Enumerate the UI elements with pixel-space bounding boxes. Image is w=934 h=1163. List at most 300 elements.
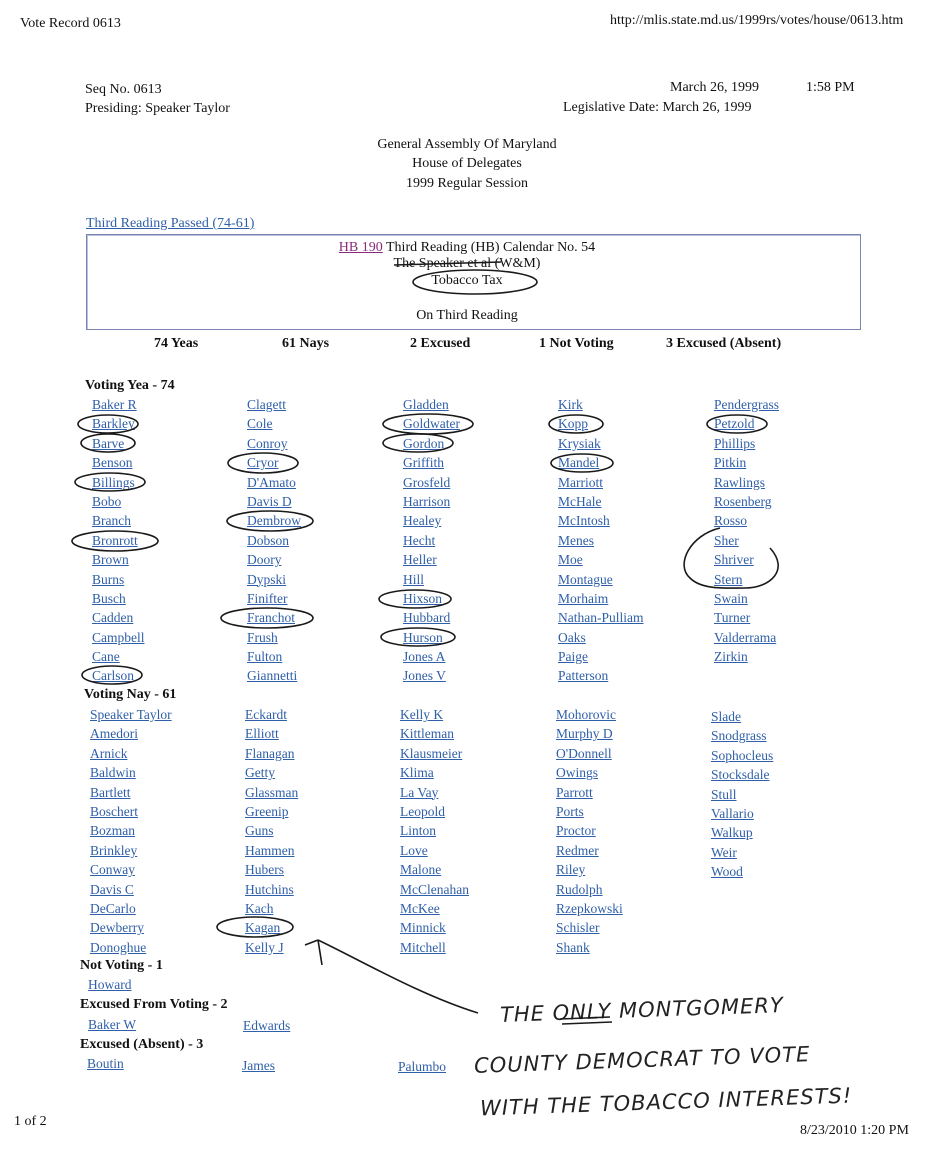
result-link[interactable]: Third Reading Passed (74-61) bbox=[86, 216, 255, 231]
bill-stage: On Third Reading bbox=[416, 308, 518, 323]
list-item bbox=[247, 473, 301, 492]
delegate-link[interactable]: Franchot bbox=[247, 610, 295, 626]
delegate-link[interactable]: Finifter bbox=[247, 590, 288, 606]
delegate-link[interactable]: Klausmeier bbox=[400, 745, 463, 761]
list-item bbox=[92, 473, 145, 492]
list-item bbox=[245, 724, 298, 743]
delegate-link[interactable]: Kagan bbox=[245, 920, 281, 936]
delegate-link[interactable]: Kelly J bbox=[245, 939, 284, 955]
delegate-link[interactable]: Gladden bbox=[403, 397, 449, 412]
delegate-link[interactable]: Davis D bbox=[247, 493, 292, 509]
list-item bbox=[556, 918, 623, 937]
list-item bbox=[90, 899, 172, 918]
arrowhead bbox=[305, 940, 322, 965]
list-item bbox=[556, 802, 623, 821]
delegate-link[interactable]: Griffith bbox=[403, 455, 444, 471]
delegate-link[interactable]: Flanagan bbox=[245, 745, 295, 761]
delegate-link[interactable]: O'Donnell bbox=[556, 745, 612, 761]
bill-subject: Tobacco Tax bbox=[431, 273, 503, 288]
delegate-link[interactable]: Elliott bbox=[245, 726, 279, 742]
list-item bbox=[92, 628, 145, 647]
delegate-link[interactable]: Nathan-Pulliam bbox=[558, 610, 644, 626]
delegate-link[interactable]: Hill bbox=[403, 571, 425, 587]
list-item bbox=[711, 707, 773, 726]
seq-number: Seq No. 0613 bbox=[85, 82, 162, 97]
delegate-link[interactable]: Jones A bbox=[403, 649, 446, 665]
delegate-link[interactable]: Stocksdale bbox=[711, 767, 770, 783]
delegate-link[interactable]: Stern bbox=[714, 571, 743, 587]
list-item bbox=[400, 724, 469, 743]
delegate-link[interactable]: Weir bbox=[711, 844, 737, 860]
list-item bbox=[247, 453, 301, 472]
excused-heading: Excused From Voting - 2 bbox=[80, 997, 228, 1012]
list-item bbox=[558, 473, 643, 492]
list-item bbox=[711, 843, 773, 862]
delegate-link[interactable]: Phillips bbox=[714, 435, 756, 451]
list-item bbox=[556, 724, 623, 743]
total-yeas: 74 Yeas bbox=[154, 336, 199, 351]
total-not-voting: 1 Not Voting bbox=[539, 336, 614, 351]
list-item bbox=[403, 666, 460, 685]
page-number: 1 of 2 bbox=[14, 1114, 47, 1129]
delegate-link[interactable]: Billings bbox=[92, 474, 135, 490]
delegate-link[interactable]: Heller bbox=[403, 552, 437, 568]
list-item bbox=[714, 531, 779, 550]
list-item bbox=[90, 783, 172, 802]
delegate-link[interactable]: Cole bbox=[247, 416, 273, 432]
yea-heading: Voting Yea - 74 bbox=[85, 378, 175, 393]
list-item bbox=[247, 608, 301, 627]
excused-absent-heading: Excused (Absent) - 3 bbox=[80, 1037, 204, 1052]
list-item bbox=[714, 492, 779, 511]
list-item bbox=[245, 802, 298, 821]
delegate-link[interactable]: Valderrama bbox=[714, 629, 777, 645]
print-timestamp: 8/23/2010 1:20 PM bbox=[800, 1123, 909, 1138]
delegate-link[interactable]: Patterson bbox=[558, 668, 609, 684]
delegate-link[interactable]: Greenip bbox=[245, 803, 289, 819]
delegate-link[interactable]: Speaker Taylor bbox=[90, 707, 172, 722]
delegate-link[interactable]: Shriver bbox=[714, 552, 754, 568]
list-item bbox=[90, 841, 172, 860]
handwritten-note-line-2: COUNTY DEMOCRAT TO VOTE bbox=[473, 1042, 811, 1078]
delegate-link[interactable]: Petzold bbox=[714, 416, 755, 432]
list-item bbox=[558, 608, 643, 627]
list-item bbox=[714, 473, 779, 492]
delegate-link[interactable]: Fulton bbox=[247, 649, 283, 665]
list-item bbox=[247, 647, 301, 666]
nay-column-2 bbox=[245, 705, 298, 957]
nay-column-1 bbox=[90, 705, 172, 957]
delegate-link[interactable]: Cryor bbox=[247, 455, 279, 471]
delegate-link[interactable]: Proctor bbox=[556, 823, 596, 839]
delegate-link[interactable]: Frush bbox=[247, 629, 278, 645]
delegate-link[interactable]: Cadden bbox=[92, 610, 134, 626]
delegate-link[interactable]: Malone bbox=[400, 862, 442, 878]
list-item bbox=[245, 821, 298, 840]
excused-absent-name[interactable]: Boutin bbox=[87, 1056, 124, 1071]
delegate-link[interactable]: Giannetti bbox=[247, 668, 298, 684]
list-item bbox=[556, 841, 623, 860]
nay-column-4 bbox=[556, 705, 623, 957]
delegate-link[interactable]: Marriott bbox=[558, 474, 603, 490]
list-item bbox=[403, 453, 460, 472]
delegate-link[interactable]: Walkup bbox=[711, 825, 753, 841]
list-item bbox=[714, 550, 779, 569]
delegate-link[interactable]: Redmer bbox=[556, 842, 599, 858]
list-item bbox=[247, 570, 301, 589]
list-item bbox=[247, 550, 301, 569]
list-item bbox=[714, 434, 779, 453]
list-item bbox=[247, 511, 301, 530]
list-item bbox=[400, 938, 469, 957]
list-item bbox=[92, 647, 145, 666]
list-item bbox=[714, 628, 779, 647]
list-item bbox=[556, 860, 623, 879]
delegate-link[interactable]: Conroy bbox=[247, 435, 288, 451]
page-header-url: http://mlis.state.md.us/1999rs/votes/house/0613.htm bbox=[610, 13, 904, 28]
excused-absent-name[interactable]: James bbox=[242, 1058, 275, 1073]
delegate-link[interactable]: Mandel bbox=[558, 455, 600, 471]
list-item bbox=[403, 473, 460, 492]
delegate-link[interactable]: Brown bbox=[92, 552, 129, 568]
delegate-link[interactable]: Amedori bbox=[90, 726, 138, 742]
yea-column-3 bbox=[403, 395, 460, 686]
list-item bbox=[403, 531, 460, 550]
list-item bbox=[400, 860, 469, 879]
delegate-link[interactable]: McKee bbox=[400, 900, 440, 916]
list-item bbox=[92, 550, 145, 569]
list-item bbox=[556, 783, 623, 802]
delegate-link[interactable]: Rosso bbox=[714, 513, 748, 529]
delegate-link[interactable]: Zirkin bbox=[714, 649, 748, 665]
delegate-link[interactable]: Moe bbox=[558, 552, 583, 568]
list-item bbox=[558, 434, 643, 453]
list-item bbox=[556, 744, 623, 763]
list-item bbox=[92, 511, 145, 530]
list-item bbox=[90, 938, 172, 957]
delegate-link[interactable]: Bartlett bbox=[90, 784, 131, 800]
delegate-link[interactable]: Pendergrass bbox=[714, 397, 779, 412]
list-item bbox=[556, 899, 623, 918]
list-item bbox=[714, 414, 779, 433]
delegate-link[interactable]: Mohorovic bbox=[556, 707, 616, 722]
list-item bbox=[247, 492, 301, 511]
delegate-link[interactable]: Love bbox=[400, 842, 428, 858]
delegate-link[interactable]: Sophocleus bbox=[711, 747, 774, 763]
list-item bbox=[403, 589, 460, 608]
list-item bbox=[245, 938, 298, 957]
delegate-link[interactable]: Montague bbox=[558, 571, 613, 587]
list-item bbox=[714, 608, 779, 627]
delegate-link[interactable]: Rawlings bbox=[714, 474, 766, 490]
page-header-title: Vote Record 0613 bbox=[20, 16, 121, 31]
delegate-link[interactable]: Mitchell bbox=[400, 939, 446, 955]
delegate-link[interactable]: Oaks bbox=[558, 629, 586, 645]
list-item bbox=[247, 628, 301, 647]
list-item bbox=[711, 765, 773, 784]
delegate-link[interactable]: Barkley bbox=[92, 416, 135, 432]
list-item bbox=[90, 802, 172, 821]
list-item bbox=[90, 724, 172, 743]
delegate-link[interactable]: Kirk bbox=[558, 397, 583, 412]
list-item bbox=[400, 841, 469, 860]
yea-column-1 bbox=[92, 395, 145, 686]
delegate-link[interactable]: Hixson bbox=[403, 590, 443, 606]
list-item bbox=[403, 550, 460, 569]
delegate-link[interactable]: Rosenberg bbox=[714, 493, 772, 509]
delegate-link[interactable]: Murphy D bbox=[556, 726, 613, 742]
delegate-link[interactable]: DeCarlo bbox=[90, 900, 136, 916]
delegate-link[interactable]: Hurson bbox=[403, 629, 443, 645]
list-item bbox=[711, 823, 773, 842]
excused-name[interactable]: Baker W bbox=[88, 1017, 137, 1032]
list-item bbox=[90, 763, 172, 782]
delegate-link[interactable]: Krysiak bbox=[558, 435, 601, 451]
delegate-link[interactable]: Donoghue bbox=[90, 939, 147, 955]
delegate-link[interactable]: Boschert bbox=[90, 803, 138, 819]
list-item bbox=[403, 492, 460, 511]
list-item bbox=[90, 918, 172, 937]
delegate-link[interactable]: Kopp bbox=[558, 416, 588, 432]
delegate-link[interactable]: Klima bbox=[400, 765, 434, 781]
total-nays: 61 Nays bbox=[282, 336, 330, 351]
list-item bbox=[714, 647, 779, 666]
delegate-link[interactable]: Hammen bbox=[245, 842, 295, 858]
delegate-link[interactable]: Ports bbox=[556, 803, 584, 819]
delegate-link[interactable]: Hubers bbox=[245, 862, 284, 878]
delegate-link[interactable]: Sher bbox=[714, 532, 739, 548]
list-item bbox=[400, 802, 469, 821]
list-item bbox=[245, 899, 298, 918]
delegate-link[interactable]: Carlson bbox=[92, 668, 134, 684]
list-item bbox=[92, 531, 145, 550]
delegate-link[interactable]: McHale bbox=[558, 493, 602, 509]
list-item bbox=[400, 918, 469, 937]
list-item bbox=[92, 570, 145, 589]
list-item bbox=[403, 511, 460, 530]
delegate-link[interactable]: Minnick bbox=[400, 920, 446, 936]
list-item bbox=[400, 705, 469, 724]
delegate-link[interactable]: Guns bbox=[245, 823, 274, 839]
list-item bbox=[711, 746, 773, 765]
delegate-link[interactable]: Gordon bbox=[403, 435, 445, 451]
delegate-link[interactable]: Campbell bbox=[92, 629, 145, 645]
delegate-link[interactable]: Clagett bbox=[247, 397, 286, 412]
delegate-link[interactable]: Wood bbox=[711, 864, 743, 880]
list-item bbox=[247, 434, 301, 453]
list-item bbox=[403, 647, 460, 666]
list-item bbox=[711, 726, 773, 745]
list-item bbox=[400, 880, 469, 899]
list-item bbox=[92, 434, 145, 453]
delegate-link[interactable]: Slade bbox=[711, 709, 741, 724]
delegate-link[interactable]: McIntosh bbox=[558, 513, 610, 529]
delegate-link[interactable]: Conway bbox=[90, 862, 135, 878]
list-item bbox=[711, 804, 773, 823]
delegate-link[interactable]: Stull bbox=[711, 786, 737, 802]
list-item bbox=[714, 395, 779, 414]
not-voting-name[interactable]: Howard bbox=[88, 977, 132, 992]
house-title: House of Delegates bbox=[412, 156, 522, 171]
list-item bbox=[90, 860, 172, 879]
delegate-link[interactable]: Paige bbox=[558, 649, 588, 665]
handwritten-note-line-1: THE ONLY MONTGOMERY bbox=[499, 993, 785, 1027]
assembly-title: General Assembly Of Maryland bbox=[377, 137, 557, 152]
list-item bbox=[558, 589, 643, 608]
list-item bbox=[90, 821, 172, 840]
bill-number-link[interactable]: HB 190 bbox=[338, 240, 383, 255]
delegate-link[interactable]: Leopold bbox=[400, 803, 445, 819]
list-item bbox=[558, 647, 643, 666]
list-item bbox=[558, 570, 643, 589]
excused-name[interactable]: Edwards bbox=[243, 1018, 291, 1033]
delegate-link[interactable]: McClenahan bbox=[400, 881, 469, 897]
list-item bbox=[558, 628, 643, 647]
delegate-link[interactable]: Owings bbox=[556, 765, 599, 781]
delegate-link[interactable]: Hubbard bbox=[403, 610, 451, 626]
list-item bbox=[403, 395, 460, 414]
delegate-link[interactable]: Schisler bbox=[556, 920, 600, 936]
delegate-link[interactable]: Burns bbox=[92, 571, 125, 587]
delegate-link[interactable]: Barve bbox=[92, 435, 125, 451]
list-item bbox=[245, 880, 298, 899]
delegate-link[interactable]: Rzepkowski bbox=[556, 900, 623, 916]
delegate-link[interactable]: Kelly K bbox=[400, 707, 444, 722]
list-item bbox=[714, 511, 779, 530]
list-item bbox=[400, 783, 469, 802]
delegate-link[interactable]: Jones V bbox=[403, 668, 446, 684]
list-item bbox=[92, 666, 145, 685]
delegate-link[interactable]: Branch bbox=[92, 513, 131, 529]
yea-column-5 bbox=[714, 395, 779, 666]
list-item bbox=[556, 763, 623, 782]
not-voting-heading: Not Voting - 1 bbox=[80, 958, 163, 973]
yea-column-4 bbox=[558, 395, 643, 686]
delegate-link[interactable]: Shank bbox=[556, 939, 590, 955]
bill-sponsor: The Speaker et al (W&M) bbox=[393, 256, 541, 271]
delegate-link[interactable]: Linton bbox=[400, 823, 436, 839]
list-item bbox=[245, 841, 298, 860]
list-item bbox=[400, 763, 469, 782]
delegate-link[interactable]: Davis C bbox=[90, 881, 134, 897]
delegate-link[interactable]: Arnick bbox=[90, 745, 128, 761]
delegate-link[interactable]: Benson bbox=[92, 455, 133, 471]
list-item bbox=[403, 570, 460, 589]
list-item bbox=[556, 938, 623, 957]
list-item bbox=[558, 531, 643, 550]
delegate-link[interactable]: Snodgrass bbox=[711, 728, 767, 744]
list-item bbox=[556, 880, 623, 899]
delegate-link[interactable]: Doory bbox=[247, 552, 282, 568]
handwritten-note-line-3: WITH THE TOBACCO INTERESTS! bbox=[479, 1083, 853, 1121]
list-item bbox=[400, 899, 469, 918]
list-item bbox=[714, 453, 779, 472]
list-item bbox=[245, 783, 298, 802]
list-item bbox=[558, 666, 643, 685]
total-excused-absent: 3 Excused (Absent) bbox=[666, 336, 782, 351]
list-item bbox=[400, 744, 469, 763]
legislative-date: Legislative Date: March 26, 1999 bbox=[563, 100, 752, 115]
delegate-link[interactable]: Dypski bbox=[247, 571, 287, 587]
list-item bbox=[90, 880, 172, 899]
delegate-link[interactable]: Kittleman bbox=[400, 726, 454, 742]
delegate-link[interactable]: Baldwin bbox=[90, 765, 136, 781]
delegate-link[interactable]: Menes bbox=[558, 532, 594, 548]
list-item bbox=[245, 918, 298, 937]
delegate-link[interactable]: Getty bbox=[245, 765, 275, 781]
list-item bbox=[403, 628, 460, 647]
delegate-link[interactable]: La Vay bbox=[400, 784, 439, 800]
list-item bbox=[403, 608, 460, 627]
delegate-link[interactable]: Kach bbox=[245, 900, 274, 916]
delegate-link[interactable]: Swain bbox=[714, 590, 748, 606]
nay-column-5 bbox=[711, 707, 773, 882]
list-item bbox=[247, 666, 301, 685]
vote-time: 1:58 PM bbox=[806, 80, 855, 95]
delegate-link[interactable]: Bronrott bbox=[92, 532, 138, 548]
delegate-link[interactable]: D'Amato bbox=[247, 474, 296, 490]
delegate-link[interactable]: Rudolph bbox=[556, 881, 603, 897]
delegate-link[interactable]: Baker R bbox=[92, 397, 137, 412]
delegate-link[interactable]: Cane bbox=[92, 649, 120, 665]
delegate-link[interactable]: Harrison bbox=[403, 493, 451, 509]
excused-absent-name[interactable]: Palumbo bbox=[398, 1059, 447, 1074]
delegate-link[interactable]: Glassman bbox=[245, 784, 299, 800]
delegate-link[interactable]: Dobson bbox=[247, 532, 290, 548]
list-item bbox=[92, 395, 145, 414]
nay-heading: Voting Nay - 61 bbox=[84, 687, 177, 702]
delegate-link[interactable]: Grosfeld bbox=[403, 474, 451, 490]
delegate-link[interactable]: Turner bbox=[714, 610, 751, 626]
delegate-link[interactable]: Hutchins bbox=[245, 881, 294, 897]
delegate-link[interactable]: Busch bbox=[92, 590, 126, 606]
delegate-link[interactable]: Goldwater bbox=[403, 416, 460, 432]
delegate-link[interactable]: Pitkin bbox=[714, 455, 747, 471]
list-item bbox=[247, 531, 301, 550]
delegate-link[interactable]: Morhaim bbox=[558, 590, 609, 606]
list-item bbox=[247, 395, 301, 414]
list-item bbox=[247, 589, 301, 608]
delegate-link[interactable]: Dembrow bbox=[247, 513, 301, 529]
list-item bbox=[245, 860, 298, 879]
list-item bbox=[92, 589, 145, 608]
nay-column-3 bbox=[400, 705, 469, 957]
list-item bbox=[556, 821, 623, 840]
list-item bbox=[403, 414, 460, 433]
list-item bbox=[711, 785, 773, 804]
delegate-link[interactable]: Healey bbox=[403, 513, 442, 529]
delegate-link[interactable]: Bobo bbox=[92, 493, 122, 509]
delegate-link[interactable]: Brinkley bbox=[90, 842, 138, 858]
list-item bbox=[92, 414, 145, 433]
delegate-link[interactable]: Hecht bbox=[403, 532, 436, 548]
delegate-link[interactable]: Eckardt bbox=[245, 707, 287, 722]
list-item bbox=[245, 763, 298, 782]
delegate-link[interactable]: Parrott bbox=[556, 784, 593, 800]
list-item bbox=[714, 589, 779, 608]
list-item bbox=[558, 550, 643, 569]
delegate-link[interactable]: Vallario bbox=[711, 805, 754, 821]
list-item bbox=[245, 744, 298, 763]
delegate-link[interactable]: Bozman bbox=[90, 823, 135, 839]
delegate-link[interactable]: Dewberry bbox=[90, 920, 144, 936]
list-item bbox=[714, 570, 779, 589]
list-item bbox=[558, 395, 643, 414]
vote-date: March 26, 1999 bbox=[670, 80, 760, 95]
total-excused: 2 Excused bbox=[410, 336, 471, 351]
presiding: Presiding: Speaker Taylor bbox=[85, 101, 230, 116]
delegate-link[interactable]: Riley bbox=[556, 862, 586, 878]
